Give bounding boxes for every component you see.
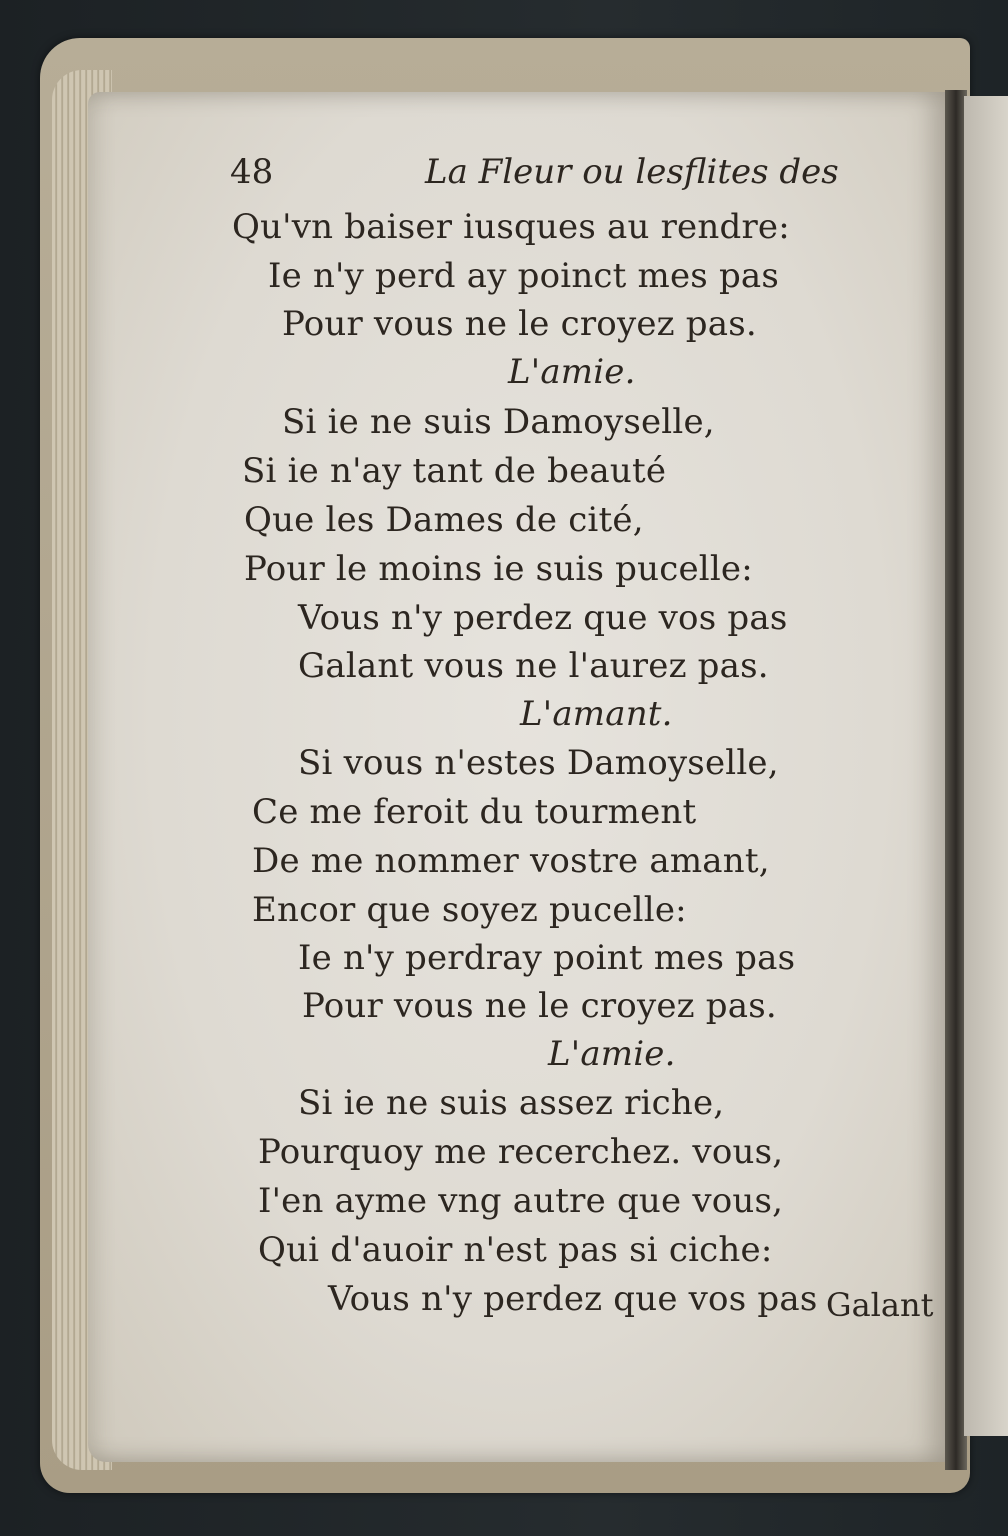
verse-line: Galant vous ne l'aurez pas. bbox=[298, 646, 769, 686]
running-title: La Fleur ou lesflites des bbox=[425, 152, 839, 192]
verse-line: Si ie ne suis assez riche, bbox=[298, 1083, 725, 1123]
verse-line: Que les Dames de cité, bbox=[244, 500, 644, 540]
catchword: Galant bbox=[826, 1286, 934, 1324]
verse-line: Si ie n'ay tant de beauté bbox=[242, 451, 667, 491]
verse-line: Vous n'y perdez que vos pas bbox=[298, 598, 788, 638]
verse-line: Si ie ne suis Damoyselle, bbox=[282, 402, 715, 442]
verse-line: Pour vous ne le croyez pas. bbox=[282, 304, 757, 344]
verse-line: Pour le moins ie suis pucelle: bbox=[244, 549, 753, 589]
verse-line: De me nommer vostre amant, bbox=[252, 841, 770, 881]
verse-line: Ie n'y perdray point mes pas bbox=[298, 938, 796, 978]
verse-line: Qui d'auoir n'est pas si ciche: bbox=[258, 1230, 773, 1270]
verse-line: Encor que soyez pucelle: bbox=[252, 890, 687, 930]
verse-line: Ce me feroit du tourment bbox=[252, 792, 697, 832]
verse-line: Ie n'y perd ay poinct mes pas bbox=[268, 256, 780, 296]
speaker-label: L'amie. bbox=[548, 1034, 676, 1074]
verse-line: Qu'vn baiser iusques au rendre: bbox=[232, 207, 790, 247]
verse-line: Vous n'y perdez que vos pas bbox=[328, 1279, 818, 1319]
speaker-label: L'amant. bbox=[520, 694, 673, 734]
verse-line: I'en ayme vng autre que vous, bbox=[258, 1181, 784, 1221]
verse-line: Pour vous ne le croyez pas. bbox=[302, 986, 777, 1026]
speaker-label: L'amie. bbox=[508, 352, 636, 392]
verse-line: Si vous n'estes Damoyselle, bbox=[298, 743, 779, 783]
page-number: 48 bbox=[230, 152, 274, 192]
verse-line: Pourquoy me recerchez. vous, bbox=[258, 1132, 784, 1172]
